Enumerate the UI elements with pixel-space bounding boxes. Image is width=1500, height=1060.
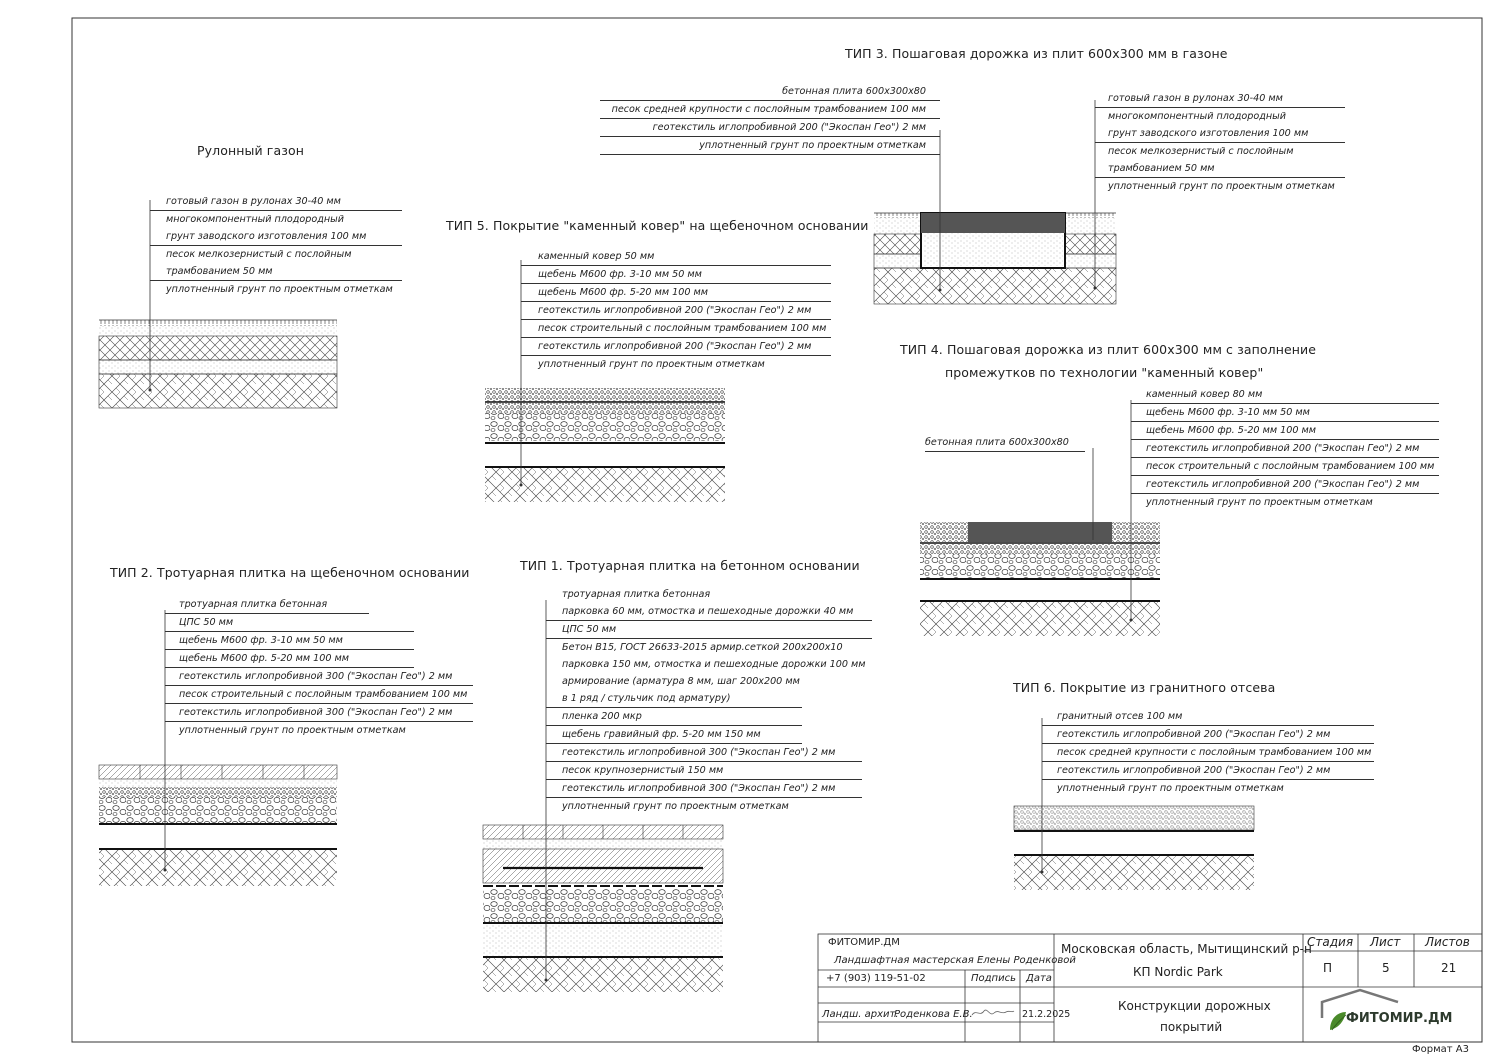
layer-label: щебень М600 фр. 5-20 мм 100 мм [165, 650, 414, 668]
person-name: Роденкова Е.В. [894, 1009, 973, 1020]
layer-label: парковка 150 мм, отмостка и пешеходные дорожки 100 мм [562, 659, 866, 670]
layer-label: армирование (арматура 8 мм, шаг 200х200 мм [562, 676, 800, 687]
sheets-header: Листов [1425, 935, 1470, 949]
type3-left-layers [600, 83, 940, 155]
layer-label: щебень М600 фр. 3-10 мм 50 мм [521, 266, 831, 284]
address-line1: Московская область, Мытищинский р-н [1061, 942, 1312, 956]
layer-label: геотекстиль иглопробивной 300 ("Экоспан Гео") 2 мм [546, 744, 862, 762]
layer-label: щебень гравийный фр. 5-20 мм 150 мм [546, 726, 802, 744]
layer-label: уплотненный грунт по проектным отметкам [562, 801, 789, 812]
layer-label: геотекстиль иглопробивной 300 ("Экоспан Гео") 2 мм [165, 704, 473, 722]
type4-title-line2: промежутков по технологии "каменный ковер" [945, 365, 1264, 380]
layer-label: многокомпонентный плодородный [1108, 111, 1286, 122]
sheet-title-line2: покрытий [1160, 1020, 1223, 1034]
layer-label: геотекстиль иглопробивной 200 ("Экоспан Гео") 2 мм [600, 119, 940, 137]
layer-label: тротуарная плитка бетонная [165, 596, 369, 614]
rolled-lawn-title: Рулонный газон [197, 143, 304, 158]
layer-label: уплотненный грунт по проектным отметкам [538, 359, 765, 370]
address-line2: КП Nordic Park [1133, 965, 1223, 979]
rolled-lawn-layers [150, 193, 402, 298]
layer-label: многокомпонентный плодородный [166, 214, 344, 225]
sign-date: 21.2.2025 [1022, 1009, 1071, 1020]
layer-label: геотекстиль иглопробивной 200 ("Экоспан Гео") 2 мм [521, 302, 831, 320]
phone: +7 (903) 119-51-02 [826, 973, 926, 984]
layer-label: в 1 ряд / стульчик под арматуру) [546, 690, 802, 708]
layer-label: щебень М600 фр. 5-20 мм 100 мм [521, 284, 831, 302]
layer-label: песок мелкозернистый с послойным [1108, 146, 1294, 157]
sheet-header: Лист [1370, 935, 1401, 949]
type3-title: ТИП 3. Пошаговая дорожка из плит 600х300 мм в газоне [845, 46, 1228, 61]
type5-title: ТИП 5. Покрытие "каменный ковер" на щебеночном основании [446, 218, 869, 233]
layer-label: трамбованием 50 мм [150, 263, 402, 281]
layer-label: песок крупнозернистый 150 мм [546, 762, 862, 780]
type4-layers [1131, 386, 1439, 511]
company-name: ФИТОМИР.ДМ [828, 937, 900, 948]
layer-label: каменный ковер 50 мм [521, 248, 831, 266]
signature [970, 1005, 1016, 1021]
layer-label: готовый газон в рулонах 30-40 мм [150, 193, 402, 211]
layer-label: Бетон В15, ГОСТ 26633-2015 армир.сеткой 200х200х10 [562, 642, 843, 653]
type6-title: ТИП 6. Покрытие из гранитного отсева [1013, 680, 1276, 695]
type3-right-layers [1095, 90, 1345, 195]
layer-label: геотекстиль иглопробивной 200 ("Экоспан Гео") 2 мм [1042, 726, 1374, 744]
logo-text: ФИТОМИР.ДМ [1346, 1011, 1453, 1026]
type5-layers [521, 248, 831, 373]
layer-label: ЦПС 50 мм [546, 621, 872, 639]
layer-label: песок строительный с послойным трамбованием 100 мм [521, 320, 831, 338]
stage-value: П [1323, 961, 1333, 975]
layer-label: грунт заводского изготовления 100 мм [150, 228, 402, 246]
layer-label: песок мелкозернистый с послойным [166, 249, 352, 260]
layer-label: песок средней крупности с послойным трамбованием 100 мм [1042, 744, 1374, 762]
layer-label: ЦПС 50 мм [165, 614, 414, 632]
layer-label: грунт заводского изготовления 100 мм [1095, 125, 1345, 143]
layer-label: геотекстиль иглопробивной 200 ("Экоспан Гео") 2 мм [1042, 762, 1374, 780]
layer-label: уплотненный грунт по проектным отметкам [600, 137, 940, 155]
layer-label: песок средней крупности с послойным трамбованием 100 мм [600, 101, 940, 119]
layer-label: парковка 60 мм, отмостка и пешеходные дорожки 40 мм [546, 603, 872, 621]
sheet-number: 5 [1382, 961, 1390, 975]
layer-label: уплотненный грунт по проектным отметкам [1146, 497, 1373, 508]
layer-label: каменный ковер 80 мм [1131, 386, 1439, 404]
layer-label: геотекстиль иглопробивной 200 ("Экоспан Гео") 2 мм [521, 338, 831, 356]
layer-label: гранитный отсев 100 мм [1042, 708, 1374, 726]
layer-label: уплотненный грунт по проектным отметкам [1108, 181, 1335, 192]
type4-slab-label: бетонная плита 600х300х80 [925, 434, 1085, 452]
type4-title-line1: ТИП 4. Пошаговая дорожка из плит 600х300 мм с заполнение [900, 342, 1317, 357]
layer-label: уплотненный грунт по проектным отметкам [1057, 783, 1284, 794]
type2-layers [165, 596, 473, 739]
type6-layers [1042, 708, 1374, 797]
date-header: Дата [1026, 973, 1052, 984]
layer-label: щебень М600 фр. 5-20 мм 100 мм [1131, 422, 1439, 440]
layer-label: бетонная плита 600х300х80 [600, 83, 940, 101]
layer-label: щебень М600 фр. 3-10 мм 50 мм [165, 632, 414, 650]
layer-label: тротуарная плитка бетонная [562, 589, 711, 600]
layer-label: геотекстиль иглопробивной 200 ("Экоспан Гео") 2 мм [1131, 476, 1439, 494]
role: Ландш. архит. [822, 1009, 899, 1020]
layer-label: пленка 200 мкр [546, 708, 802, 726]
layer-label: геотекстиль иглопробивной 300 ("Экоспан Гео") 2 мм [165, 668, 473, 686]
layer-label: геотекстиль иглопробивной 200 ("Экоспан Гео") 2 мм [1131, 440, 1439, 458]
type2-title: ТИП 2. Тротуарная плитка на щебеночном основании [110, 565, 470, 580]
sign-header: Подпись [971, 973, 1016, 984]
layer-label: трамбованием 50 мм [1095, 160, 1345, 178]
layer-label: песок строительный с послойным трамбованием 100 мм [1131, 458, 1439, 476]
layer-label: геотекстиль иглопробивной 300 ("Экоспан Гео") 2 мм [546, 780, 862, 798]
stage-header: Стадия [1307, 935, 1354, 949]
layer-label: уплотненный грунт по проектным отметкам [166, 284, 393, 295]
type1-title: ТИП 1. Тротуарная плитка на бетонном основании [520, 558, 860, 573]
sheets-total: 21 [1441, 961, 1457, 975]
studio-name: Ландшафтная мастерская Елены Роденковой [834, 955, 1076, 966]
sheet-title-line1: Конструкции дорожных [1118, 999, 1271, 1013]
layer-label: готовый газон в рулонах 30-40 мм [1095, 90, 1345, 108]
layer-label: щебень М600 фр. 3-10 мм 50 мм [1131, 404, 1439, 422]
layer-label: уплотненный грунт по проектным отметкам [179, 725, 406, 736]
layer-label: песок строительный с послойным трамбованием 100 мм [165, 686, 473, 704]
format-label: Формат А3 [1412, 1044, 1469, 1055]
type1-layers [546, 586, 872, 815]
